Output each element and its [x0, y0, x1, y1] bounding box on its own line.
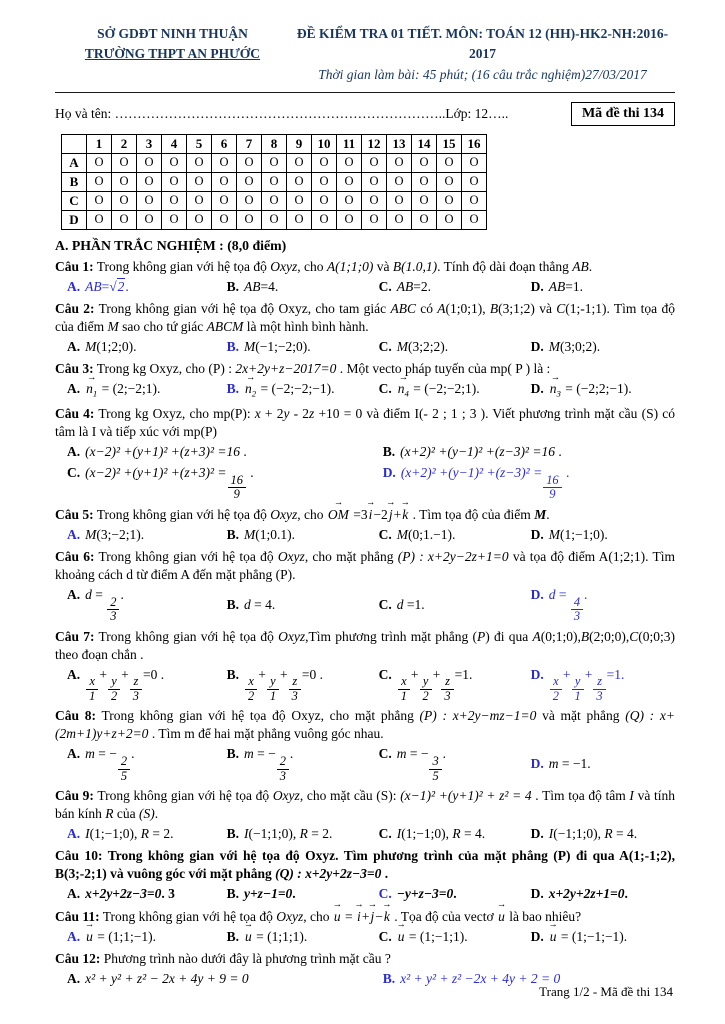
answer-option — [227, 526, 379, 544]
answer-option — [227, 825, 379, 843]
question-label: Câu 10: — [55, 848, 103, 864]
answer-text: M(−1;−2;0). — [243, 339, 311, 355]
answer-bubble: O — [312, 191, 337, 210]
answer-text: y+z−1=0. — [243, 886, 296, 902]
answer-bubble: O — [362, 191, 387, 210]
answer-option — [67, 380, 227, 400]
answer-bubble: O — [437, 172, 462, 191]
question — [55, 258, 675, 296]
question-text-line — [55, 548, 675, 584]
answer-option — [379, 825, 531, 843]
answer-option — [67, 928, 227, 946]
answer-option — [227, 338, 379, 356]
grid-question-number: 11 — [337, 134, 362, 153]
answer-text: m = − $\frac{3}{5}$ . — [396, 746, 447, 783]
answer-bubble: O — [237, 172, 262, 191]
answer-options — [55, 338, 675, 356]
grid-question-number: 6 — [212, 134, 237, 153]
answer-bubble: O — [437, 210, 462, 229]
answer-label: C. — [378, 886, 392, 902]
question-text-line — [55, 300, 675, 336]
answer-label: B. — [226, 596, 239, 612]
answer-bubble: O — [237, 210, 262, 229]
answer-option — [67, 825, 227, 843]
grid-question-number: 10 — [312, 134, 337, 153]
exam-header — [55, 24, 675, 85]
answer-label: D. — [530, 526, 544, 542]
question — [55, 787, 675, 843]
answer-option — [227, 380, 379, 400]
answer-option — [379, 380, 531, 400]
department-name: SỞ GDĐT NINH THUẬN — [97, 26, 248, 41]
question — [55, 405, 675, 502]
grid-question-number: 14 — [412, 134, 437, 153]
answer-label: A. — [67, 746, 81, 762]
answer-bubble: O — [187, 210, 212, 229]
answer-bubble: O — [162, 153, 187, 172]
answer-text: I(1;−1;0), R = 4. — [396, 826, 486, 842]
answer-option — [67, 443, 383, 461]
grid-question-number: 13 — [387, 134, 412, 153]
question — [55, 707, 675, 783]
answer-bubble: O — [362, 153, 387, 172]
answer-label: C. — [67, 464, 81, 480]
answer-text: (x−2)² +(y+1)² +(z+3)² =16 . — [85, 443, 247, 459]
answer-text: → u = (1;1;−1). — [85, 929, 156, 944]
answer-option — [67, 338, 227, 356]
answer-bubble: O — [312, 210, 337, 229]
answer-bubble: O — [337, 210, 362, 229]
grid-question-number: 4 — [162, 134, 187, 153]
answer-text: I(1;−1;0), R = 2. — [85, 826, 174, 842]
answer-text: (x+2)² +(y−1)² +(z−3)² =16 . — [400, 443, 562, 459]
grid-row-label: A — [62, 153, 87, 172]
answer-label: A. — [67, 970, 81, 986]
answer-bubble: O — [137, 172, 162, 191]
grid-question-number: 8 — [262, 134, 287, 153]
answer-label: C. — [378, 928, 392, 944]
question-text: Trong không gian với hệ tọa độ Oxyz, cho tam giác ABC có A(1;0;1), B(3;1;2) và C(1;-1;1). Tìm tọa độ của điểm M sao cho tứ giác ABCM là một hình bình hành. — [55, 300, 675, 334]
answer-option — [383, 443, 675, 461]
answer-bubble: O — [187, 191, 212, 210]
answer-bubble: O — [312, 172, 337, 191]
answer-bubble: O — [237, 153, 262, 172]
answer-label: D. — [530, 826, 544, 842]
answer-option — [227, 745, 379, 783]
question — [55, 360, 675, 401]
answer-grid — [61, 134, 487, 230]
answer-label: B. — [382, 443, 396, 459]
answer-option — [379, 526, 531, 544]
answer-text: M(3;−2;1). — [85, 526, 145, 542]
answer-option — [383, 464, 675, 502]
answer-label: B. — [226, 526, 239, 542]
answer-label: A. — [67, 886, 81, 902]
answer-bubble: O — [412, 191, 437, 210]
answer-option — [67, 885, 227, 903]
answer-text: AB=4. — [243, 278, 279, 294]
answer-options — [55, 928, 675, 946]
question-text: Trong không gian với hệ tọa độ Oxyz, cho A(1;1;0) và B(1.0,1). Tính độ dài đoạn thẳng AB. — [96, 258, 593, 274]
answer-text: $\frac{x}{1}$ + $\frac{y}{2}$ + $\frac{z}{3}$ =0 . — [85, 667, 164, 682]
answer-label: A. — [67, 526, 81, 542]
answer-bubble: O — [137, 210, 162, 229]
answer-text: d = $\frac{4}{3}$ . — [548, 586, 588, 624]
header-divider — [55, 92, 675, 93]
answer-text: −y+z−3=0. — [396, 886, 457, 902]
answer-bubble: O — [362, 172, 387, 191]
question-text: Trong không gian với hệ tọa độ Oxyz, cho → u = → i+→ j−→ k . Tọa độ của vectơ → u là bao nhiêu? — [103, 909, 581, 924]
answer-bubble: O — [162, 172, 187, 191]
answer-text: → u = (1;1;1). — [244, 929, 307, 944]
answer-bubble: O — [237, 191, 262, 210]
grid-question-number: 16 — [462, 134, 487, 153]
answer-bubble: O — [437, 191, 462, 210]
answer-label: B. — [226, 381, 239, 397]
answer-bubble: O — [462, 172, 487, 191]
question — [55, 908, 675, 946]
answer-bubble: O — [212, 172, 237, 191]
question-text-line — [55, 707, 675, 743]
answer-bubble: O — [187, 153, 212, 172]
answer-option — [531, 338, 675, 356]
answer-label: C. — [378, 666, 392, 682]
page-footer: Trang 1/2 - Mã đề thi 134 — [539, 984, 673, 999]
answer-text: → $n_3$ = (−2;2;−1). — [549, 381, 632, 396]
question-text-line — [55, 908, 675, 926]
answer-options — [55, 586, 675, 624]
answer-options — [55, 380, 675, 400]
answer-label: C. — [378, 381, 392, 397]
question-text: Trong không gian với hệ tọa độ Oxyz,Tìm phương trình mặt phẳng (P) đi qua A(0;1;0),B(2;0;0),C(0;0;3) theo đoạn chắn . — [55, 628, 675, 662]
answer-text: m = −1. — [548, 756, 591, 772]
answer-text: AB=2. — [396, 278, 431, 294]
grid-question-number: 15 — [437, 134, 462, 153]
answer-text: → $n_1$ = (2;−2;1). — [85, 381, 160, 396]
answer-text: x+2y+2z−3=0. 3 — [85, 886, 175, 902]
question-text-line — [55, 628, 675, 664]
answer-text: x² + y² + z² −2x + 4y + 2 = 0 — [400, 970, 561, 986]
answer-text: (x−2)² +(y+1)² +(z+3)² = $\frac{16}{9}$ . — [85, 464, 254, 502]
question-text-line — [55, 360, 675, 378]
answer-text: → u = (1;−1;−1). — [549, 929, 627, 944]
answer-bubble: O — [412, 172, 437, 191]
answer-bubble: O — [437, 153, 462, 172]
answer-label: C. — [378, 339, 392, 355]
question-text: Phương trình nào dưới đây là phương trình mặt cầu ? — [103, 950, 391, 966]
answer-option — [379, 338, 531, 356]
answer-text: $\frac{x}{2}$ + $\frac{y}{1}$ + $\frac{z}{3}$ =0 . — [244, 667, 323, 682]
answer-option — [379, 596, 531, 614]
answer-label: D. — [530, 928, 544, 944]
answer-bubble: O — [262, 191, 287, 210]
answer-bubble: O — [462, 153, 487, 172]
grid-row-label: C — [62, 191, 87, 210]
answer-option — [227, 596, 379, 614]
section-heading: A. PHẦN TRẮC NGHIỆM : (8,0 điểm) — [55, 237, 287, 253]
answer-label: B. — [226, 928, 239, 944]
question-label: Câu 2: — [55, 300, 95, 316]
answer-bubble: O — [262, 210, 287, 229]
question-text: Trong kg Oxyz, cho (P) : 2x+2y+z−2017=0 . Một vecto pháp tuyến của mp( P ) là : — [96, 361, 551, 377]
question-text: Trong kg Oxyz, cho mp(P): x + 2y - 2z +10 = 0 và điểm I(- 2 ; 1 ; 3 ). Viết phương trình mặt cầu (S) có tâm là I và tiếp xúc với mp(P) — [55, 405, 675, 439]
answer-bubble: O — [337, 191, 362, 210]
student-name-line: Họ và tên: ………………………………………………………………..Lớp: 12….. — [55, 105, 509, 121]
answer-label: C. — [378, 746, 392, 762]
question-label: Câu 5: — [55, 506, 94, 522]
answer-bubble: O — [387, 153, 412, 172]
answer-label: A. — [67, 443, 81, 459]
questions — [55, 258, 675, 988]
question-text: Trong không gian với hệ tọa độ Oxyz, cho mặt cầu (S): (x−1)² +(y+1)² + z² = 4 . Tìm tọa độ tâm I và tính bán kính R của (S). — [55, 788, 675, 822]
answer-label: B. — [226, 746, 239, 762]
answer-text: M(3;0;2). — [548, 339, 601, 355]
school-block — [55, 24, 290, 65]
question-text-line — [55, 258, 675, 276]
grid-corner-cell — [62, 134, 87, 153]
answer-bubble: O — [287, 210, 312, 229]
answer-label: C. — [378, 826, 392, 842]
answer-text: $\frac{x}{2}$ + $\frac{y}{1}$ + $\frac{z}{3}$ =1. — [549, 667, 625, 682]
answer-label: D. — [530, 339, 544, 355]
answer-label: A. — [67, 586, 81, 602]
answer-text: → $n_4$ = (−2;−2;1). — [397, 381, 480, 396]
question — [55, 847, 675, 903]
question-text-line — [55, 787, 675, 823]
question-text-line — [55, 847, 675, 883]
answer-option — [227, 666, 379, 704]
answer-label: D. — [530, 666, 544, 682]
answer-text: M(3;2;2). — [396, 339, 449, 355]
question-text: Trong không gian với hệ tọa độ Oxyz, cho mặt phẳng (P) : x+2y−mz−1=0 và mặt phẳng (Q) : x+(2m+1)y+z+2=0 . Tìm m để hai mặt phẳng vuông góc nhau. — [55, 708, 675, 742]
answer-option — [227, 278, 379, 296]
answer-option — [531, 526, 675, 544]
answer-label: D. — [530, 381, 544, 397]
exam-code-box: Mã đề thi 134 — [571, 102, 675, 126]
answer-bubble: O — [112, 172, 137, 191]
answer-text: M(1;0.1). — [243, 526, 295, 542]
answer-bubble: O — [287, 153, 312, 172]
question — [55, 506, 675, 544]
exam-title-block — [290, 24, 675, 85]
answer-bubble: O — [112, 210, 137, 229]
answer-bubble: O — [87, 210, 112, 229]
answer-option — [67, 745, 227, 783]
answer-option — [531, 885, 675, 903]
answer-label: B. — [226, 886, 239, 902]
answer-text: d = 4. — [243, 596, 276, 612]
answer-label: A. — [67, 928, 81, 944]
question-label: Câu 9: — [55, 788, 94, 804]
question — [55, 950, 675, 988]
question-label: Câu 11: — [55, 908, 100, 924]
answer-label: A. — [67, 339, 81, 355]
answer-option — [379, 885, 531, 903]
answer-text: $\frac{x}{1}$ + $\frac{y}{2}$ + $\frac{z}{3}$ =1. — [397, 667, 473, 682]
answer-label: A. — [67, 381, 81, 397]
answer-label: B. — [226, 339, 239, 355]
answer-text: x² + y² + z² − 2x + 4y + 9 = 0 — [85, 970, 249, 986]
answer-label: D. — [382, 464, 396, 480]
question-text-line — [55, 405, 675, 441]
answer-bubble: O — [412, 153, 437, 172]
answer-options — [55, 825, 675, 843]
grid-question-number: 7 — [237, 134, 262, 153]
answer-bubble: O — [337, 153, 362, 172]
answer-label: C. — [378, 278, 392, 294]
grid-question-number: 3 — [137, 134, 162, 153]
answer-label: D. — [530, 886, 544, 902]
answer-bubble: O — [462, 210, 487, 229]
grid-question-number: 1 — [87, 134, 112, 153]
answer-text: d =1. — [396, 596, 425, 612]
answer-text: M(1;2;0). — [85, 339, 137, 355]
answer-option — [67, 970, 383, 988]
question-label: Câu 7: — [55, 628, 95, 644]
answer-option — [531, 380, 675, 400]
answer-option — [67, 526, 227, 544]
answer-option — [531, 755, 675, 773]
answer-bubble: O — [112, 191, 137, 210]
answer-bubble: O — [162, 210, 187, 229]
answer-bubble: O — [387, 191, 412, 210]
grid-question-number: 2 — [112, 134, 137, 153]
answer-option — [379, 278, 531, 296]
question-text-line — [55, 950, 675, 968]
answer-bubble: O — [262, 172, 287, 191]
answer-bubble: O — [287, 172, 312, 191]
question-label: Câu 4: — [55, 405, 95, 421]
answer-bubble: O — [362, 210, 387, 229]
answer-bubble: O — [212, 153, 237, 172]
answer-bubble: O — [87, 172, 112, 191]
answer-option — [67, 586, 227, 624]
answer-option — [379, 745, 531, 783]
answer-option — [531, 928, 675, 946]
exam-title: ĐỀ KIỂM TRA 01 TIẾT. MÔN: TOÁN 12 (HH)-HK2-NH:2016-2017 — [296, 26, 669, 62]
answer-text: d = $\frac{2}{3}$ . — [85, 586, 124, 624]
answer-text: → $n_2$ = (−2;−2;−1). — [244, 381, 334, 396]
grid-row-label: B — [62, 172, 87, 191]
answer-text: M(1;−1;0). — [548, 526, 608, 542]
answer-bubble: O — [162, 191, 187, 210]
school-name: TRƯỜNG THPT AN PHƯỚC — [84, 46, 261, 62]
question-label: Câu 3: — [55, 361, 94, 377]
answer-bubble: O — [287, 191, 312, 210]
answer-text: m = − $\frac{2}{5}$ . — [85, 746, 135, 783]
answer-text: I(−1;1;0), R = 4. — [548, 826, 638, 842]
answer-option — [531, 666, 675, 704]
grid-question-number: 9 — [287, 134, 312, 153]
answer-label: A. — [67, 278, 81, 294]
answer-label: B. — [226, 666, 239, 682]
question — [55, 548, 675, 624]
answer-bubble: O — [137, 191, 162, 210]
answer-option — [67, 278, 227, 296]
answer-bubble: O — [312, 153, 337, 172]
answer-bubble: O — [462, 191, 487, 210]
answer-options — [55, 666, 675, 704]
exam-subtitle: Thời gian làm bài: 45 phút; (16 câu trắc nghiệm)27/03/2017 — [318, 66, 647, 82]
answer-option — [379, 928, 531, 946]
answer-bubble: O — [412, 210, 437, 229]
question-label: Câu 12: — [55, 950, 101, 966]
answer-text: x+2y+2z+1=0. — [548, 886, 628, 902]
question-text-line — [55, 506, 675, 524]
answer-option — [67, 666, 227, 704]
answer-text: I(−1;1;0), R = 2. — [243, 826, 333, 842]
answer-options — [55, 745, 675, 783]
answer-label: A. — [67, 666, 81, 682]
answer-bubble: O — [87, 191, 112, 210]
answer-text: (x+2)² +(y−1)² +(z−3)² = $\frac{16}{9}$ . — [400, 464, 570, 502]
answer-option — [227, 928, 379, 946]
answer-bubble: O — [187, 172, 212, 191]
answer-bubble: O — [262, 153, 287, 172]
grid-question-number: 12 — [362, 134, 387, 153]
answer-label: C. — [378, 526, 392, 542]
question-text: Trong không gian với hệ tọa độ Oxyz, cho mặt phẳng (P) : x+2y−2z+1=0 và tọa độ điểm A(1;2;1). Tìm khoảng cách d từ điểm A đến mặt phẳng (P). — [55, 548, 675, 582]
answer-text: → u = (1;−1;1). — [397, 929, 468, 944]
grid-question-number: 5 — [187, 134, 212, 153]
answer-bubble: O — [337, 172, 362, 191]
answer-option — [531, 278, 675, 296]
answer-text: m = − $\frac{2}{3}$ . — [243, 746, 294, 783]
question-label: Câu 8: — [55, 708, 96, 724]
answer-options — [55, 526, 675, 544]
answer-label: D. — [530, 586, 544, 602]
question — [55, 628, 675, 704]
question-label: Câu 1: — [55, 258, 94, 274]
answer-bubble: O — [212, 210, 237, 229]
answer-options — [55, 443, 675, 502]
answer-bubble: O — [87, 153, 112, 172]
answer-label: D. — [530, 278, 544, 294]
answer-options — [55, 278, 675, 296]
question-text: Trong không gian với hệ tọa độ Oxyz. Tìm phương trình của mặt phẳng (P) đi qua A(1;-1;2), B(3;-2;1) và vuông góc với mặt phẳng (Q) : x+2y+2z−3=0 . — [55, 848, 675, 882]
answer-label: B. — [226, 826, 239, 842]
student-info-row — [55, 102, 675, 126]
answer-label: C. — [378, 596, 392, 612]
answer-option — [379, 666, 531, 704]
answer-option — [531, 825, 675, 843]
answer-text: AB=1. — [548, 278, 583, 294]
question-text: Trong không gian với hệ tọa độ Oxyz, cho → OM =3→ i−2→ j+→ k . Tìm tọa độ của điểm M. — [97, 507, 550, 522]
grid-row-label: D — [62, 210, 87, 229]
answer-bubble: O — [387, 210, 412, 229]
question-label: Câu 6: — [55, 548, 95, 564]
answer-bubble: O — [137, 153, 162, 172]
answer-label: D. — [530, 756, 544, 772]
answer-text: AB=√2. — [85, 278, 129, 294]
answer-bubble: O — [387, 172, 412, 191]
question — [55, 300, 675, 356]
answer-options — [55, 885, 675, 903]
answer-option — [531, 586, 675, 624]
answer-label: A. — [67, 826, 81, 842]
answer-option — [67, 464, 383, 502]
answer-bubble: O — [112, 153, 137, 172]
answer-bubble: O — [212, 191, 237, 210]
answer-label: B. — [226, 278, 239, 294]
answer-text: M(0;1.−1). — [396, 526, 456, 542]
answer-label: B. — [382, 970, 396, 986]
